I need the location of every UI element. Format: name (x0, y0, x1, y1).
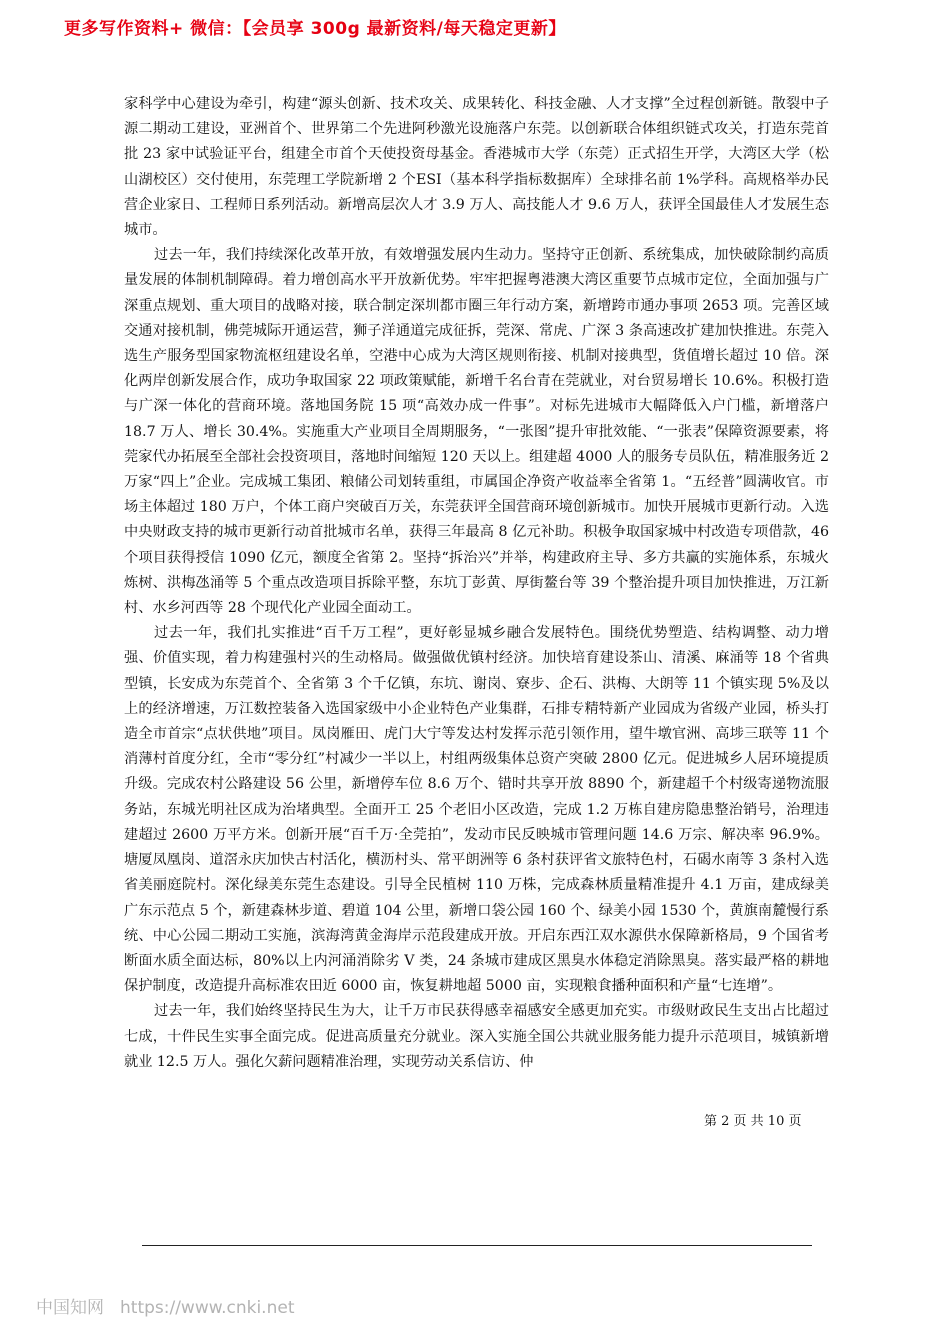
paragraph: 过去一年，我们持续深化改革开放，有效增强发展内生动力。坚持守正创新、系统集成，加快破除制约高质量发展的体制机制障碍。着力增创高水平开放新优势。牢牢把握粤港澳大湾区重要节点城市定位，全面加强与广深重点规划、重大项目的战略对接，联合制定深圳都市圈三年行动方案，新增跨市通办事项 2653 项。完善区域交通对接机制，佛莞城际开通运营，狮子洋通道完成征拆，莞深、常虎、广深 3 条高速改扩建加快推进。东莞入选生产服务型国家物流枢纽建设名单，空港中心成为大湾区规则衔接、机制对接典型，货值增长超过 10 倍。深化两岸创新发展合作，成功争取国家 22 项政策赋能，新增千名台青在莞就业，对台贸易增长 10.6%。积极打造与广深一体化的营商环境。落地国务院 15 项“高效办成一件事”。对标先进城市大幅降低入户门槛，新增落户 18.7 万人、增长 30.4%。实施重大产业项目全周期服务，“一张图”提升审批效能、“一张表”保障资源要素，将莞家代办拓展至全部社会投资项目，落地时间缩短 120 天以上。组建超 4000 人的服务专员队伍，精准服务近 2 万家“四上”企业。完成城工集团、粮储公司划转重组，市属国企净资产收益率全省第 1。“五经普”圆满收官。市场主体超过 180 万户，个体工商户突破百万关，东莞获评全国营商环境创新城市。加快开展城市更新行动。入选中央财政支持的城市更新行动首批城市名单，获得三年最高 8 亿元补助。积极争取国家城中村改造专项借款，46 个项目获得授信 1090 亿元，额度全省第 2。坚持“拆治兴”并举，构建政府主导、多方共赢的实施体系，东城火炼树、洪梅氹涌等 5 个重点改造项目拆除平整，东坑丁彭黄、厚街鳌台等 39 个整治提升项目加快推进，万江新村、水乡河西等 28 个现代化产业园全面动工。 (124, 247, 829, 617)
document-body (124, 92, 829, 1075)
watermark (36, 1293, 294, 1318)
watermark-site-name: 中国知网 (36, 1298, 104, 1318)
watermark-url: https://www.cnki.net (120, 1298, 295, 1318)
footer-divider (142, 1245, 812, 1246)
paragraph: 过去一年，我们始终坚持民生为大，让千万市民获得感幸福感安全感更加充实。市级财政民生支出占比超过七成，十件民生实事全面完成。促进高质量充分就业。深入实施全国公共就业服务能力提升示范项目，城镇新增就业 12.5 万人。强化欠薪问题精准治理，实现劳动关系信访、仲 (124, 1003, 829, 1070)
paragraph: 过去一年，我们扎实推进“百千万工程”，更好彰显城乡融合发展特色。围绕优势塑造、结构调整、动力增强、价值实现，着力构建强村兴的生动格局。做强做优镇村经济。加快培育建设茶山、清溪、麻涌等 18 个省典型镇，长安成为东莞首个、全省第 3 个千亿镇，东坑、谢岗、寮步、企石、洪梅、大朗等 11 个镇实现 5%及以上的经济增速，万江数控装备入选国家级中小企业特色产业集群，石排专精特新产业园成为省级产业园，桥头打造全市首宗“点状供地”项目。凤岗雁田、虎门大宁等发达村发挥示范引领作用，望牛墩官洲、高埗三联等 11 个消薄村首度分红，全市“零分红”村减少一半以上，村组两级集体总资产突破 2800 亿元。促进城乡人居环境提质升级。完成农村公路建设 56 公里，新增停车位 8.6 万个、错时共享开放 8890 个，新建超千个村级寄递物流服务站，东城光明社区成为治堵典型。全面开工 25 个老旧小区改造，完成 1.2 万栋自建房隐患整治销号，治理违建超过 2600 万平方米。创新开展“百千万·全莞拍”，发动市民反映城市管理问题 14.6 万宗、解决率 96.9%。塘厦凤凰岗、道滘永庆加快古村活化，横沥村头、常平朗洲等 6 条村获评省文旅特色村，石碣水南等 3 条村入选省美丽庭院村。深化绿美东莞生态建设。引导全民植树 110 万株，完成森林质量精准提升 4.1 万亩，建成绿美广东示范点 5 个，新建森林步道、碧道 104 公里，新增口袋公园 160 个、绿美小园 1530 个，黄旗南麓慢行系统、中心公园二期动工实施，滨海湾黄金海岸示范段建成开放。开启东西江双水源供水保障新格局，9 个国省考断面水质全面达标，80%以上内河涌消除劣 V 类，24 条城市建成区黑臭水体稳定消除黑臭。落实最严格的耕地保护制度，改造提升高标准农田近 6000 亩，恢复耕地超 5000 亩，实现粮食播种面积和产量“七连增”。 (124, 625, 829, 995)
promo-banner: 更多写作资料+ 微信：【会员享 300g 最新资料/每天稳定更新】 (64, 19, 566, 39)
paragraph: 家科学中心建设为牵引，构建“源头创新、技术攻关、成果转化、科技金融、人才支撑”全过程创新链。散裂中子源二期动工建设，亚洲首个、世界第二个先进阿秒激光设施落户东莞。以创新联合体组织链式攻关，打造东莞首批 23 家中试验证平台，组建全市首个天使投资母基金。香港城市大学（东莞）正式招生开学，大湾区大学（松山湖校区）交付使用，东莞理工学院新增 2 个ESI（基本科学指标数据库）全球排名前 1%学科。高规格举办民营企业家日、工程师日系列活动。新增高层次人才 3.9 万人、高技能人才 9.6 万人，获评全国最佳人才发展生态城市。 (124, 96, 829, 239)
page-number: 第 2 页 共 10 页 (704, 1114, 802, 1129)
